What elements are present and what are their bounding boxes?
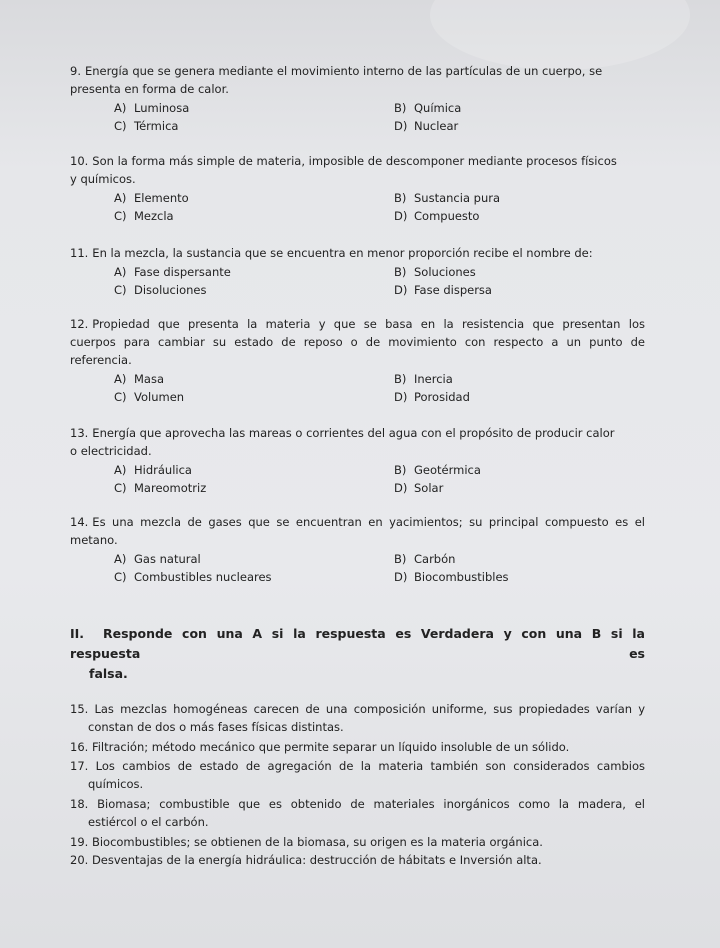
option-a[interactable]: A) Luminosa	[114, 101, 190, 115]
question-13	[70, 424, 645, 497]
option-b[interactable]: B) Soluciones	[394, 265, 476, 279]
option-d[interactable]: D) Solar	[394, 481, 444, 495]
option-a[interactable]: A) Hidráulica	[114, 463, 192, 477]
option-d-label: Porosidad	[414, 390, 470, 404]
item-number: 15.	[70, 702, 89, 716]
option-c[interactable]: C) Volumen	[114, 390, 185, 404]
item-text-line1: Filtración; método mecánico que permite separar un líquido insoluble de un sólido.	[91, 740, 570, 754]
question-stem	[70, 152, 645, 170]
option-d-label: Nuclear	[414, 119, 459, 133]
question-number: 9.	[70, 64, 81, 78]
question-text-line2: o electricidad.	[70, 444, 152, 458]
option-d[interactable]: D) Compuesto	[394, 209, 480, 223]
item-text-line1: Los cambios de estado de agregación de la materia también son considerados cambios	[95, 759, 646, 773]
item-number: 20.	[70, 853, 89, 867]
tf-item-17	[70, 757, 645, 793]
tf-item-16	[70, 738, 645, 756]
option-b-label: Geotérmica	[414, 463, 481, 477]
item-text-line1: Biocombustibles; se obtienen de la biomasa, su origen es la materia orgánica.	[91, 835, 543, 849]
question-text-line1: Energía que aprovecha las mareas o corrientes del agua con el propósito de producir calor	[92, 426, 615, 440]
question-text-line2: presenta en forma de calor.	[70, 82, 229, 96]
option-d[interactable]: D) Porosidad	[394, 390, 470, 404]
question-stem	[70, 513, 645, 531]
option-c-label: Térmica	[134, 119, 179, 133]
option-a-label: Luminosa	[134, 101, 190, 115]
question-text-line1: En la mezcla, la sustancia que se encuentra en menor proporción recibe el nombre de:	[92, 246, 593, 260]
section-2-instructions	[70, 624, 645, 684]
item-text-line2: estiércol o el carbón.	[88, 815, 209, 829]
item-number: 16.	[70, 740, 89, 754]
question-12	[70, 315, 645, 406]
option-a-label: Hidráulica	[134, 463, 192, 477]
section-2-line1	[70, 624, 645, 664]
section-2-line2: falsa.	[89, 666, 128, 681]
option-c[interactable]: C) Mezcla	[114, 209, 174, 223]
question-number: 11.	[70, 246, 89, 260]
section-2-text: Responde con una A si la respuesta es Verdadera y con una B si la respuesta es	[70, 626, 645, 661]
item-number: 17.	[70, 759, 89, 773]
option-d-label: Compuesto	[414, 209, 480, 223]
tf-item-15	[70, 700, 645, 736]
question-11	[70, 244, 645, 299]
option-d-label: Solar	[414, 481, 444, 495]
question-text-line3: referencia.	[70, 353, 132, 367]
option-d[interactable]: D) Fase dispersa	[394, 283, 492, 297]
question-text-line1: Propiedad que presenta la materia y que se basa en la resistencia que presentan los	[92, 317, 645, 331]
option-c[interactable]: C) Térmica	[114, 119, 179, 133]
item-text-line2: constan de dos o más fases físicas distintas.	[88, 720, 344, 734]
option-c-label: Combustibles nucleares	[134, 570, 272, 584]
option-c-label: Mareomotriz	[134, 481, 207, 495]
option-a[interactable]: A) Gas natural	[114, 552, 201, 566]
question-number: 12.	[70, 317, 89, 331]
option-b[interactable]: B) Geotérmica	[394, 463, 481, 477]
question-text-line1: Es una mezcla de gases que se encuentran en yacimientos; su principal compuesto es el	[92, 515, 645, 529]
item-text-line1: Biomasa; combustible que es obtenido de materiales inorgánicos como la madera, el	[97, 797, 645, 811]
question-text-line2: metano.	[70, 533, 118, 547]
answer-options	[70, 550, 645, 586]
question-number: 13.	[70, 426, 89, 440]
tf-item-20	[70, 851, 645, 869]
question-stem	[70, 244, 645, 262]
answer-options	[70, 461, 645, 497]
item-number: 18.	[70, 797, 89, 811]
option-d-label: Fase dispersa	[414, 283, 492, 297]
option-b-label: Sustancia pura	[414, 191, 501, 205]
option-a-label: Gas natural	[134, 552, 201, 566]
question-14	[70, 513, 645, 586]
answer-options	[70, 189, 645, 225]
paper-glare	[430, 0, 690, 70]
question-text-line1: Energía que se genera mediante el movimiento interno de las partículas de un cuerpo, se	[84, 64, 603, 78]
option-c-label: Disoluciones	[134, 283, 207, 297]
question-text-line2: y químicos.	[70, 172, 136, 186]
question-text-line1: Son la forma más simple de materia, imposible de descomponer mediante procesos físicos	[92, 154, 617, 168]
tf-item-19	[70, 833, 645, 851]
item-number: 19.	[70, 835, 89, 849]
option-a-label: Masa	[134, 372, 165, 386]
option-a-label: Elemento	[134, 191, 189, 205]
option-b-label: Soluciones	[414, 265, 476, 279]
option-a[interactable]: A) Masa	[114, 372, 165, 386]
option-a[interactable]: A) Elemento	[114, 191, 189, 205]
option-d-label: Biocombustibles	[414, 570, 509, 584]
option-b-label: Inercia	[414, 372, 453, 386]
option-c[interactable]: C) Mareomotriz	[114, 481, 207, 495]
answer-options	[70, 263, 645, 299]
option-b-label: Carbón	[414, 552, 456, 566]
option-c-label: Volumen	[134, 390, 185, 404]
option-b[interactable]: B) Química	[394, 101, 462, 115]
option-d[interactable]: D) Biocombustibles	[394, 570, 509, 584]
question-stem	[70, 62, 645, 80]
option-a-label: Fase dispersante	[134, 265, 231, 279]
question-stem	[70, 424, 645, 442]
option-c-label: Mezcla	[134, 209, 174, 223]
question-text-line2: cuerpos para cambiar su estado de reposo o de movimiento con respecto a un punto de	[70, 335, 645, 349]
option-b[interactable]: B) Inercia	[394, 372, 453, 386]
option-b[interactable]: B) Carbón	[394, 552, 456, 566]
question-10	[70, 152, 645, 225]
option-a[interactable]: A) Fase dispersante	[114, 265, 231, 279]
question-stem	[70, 315, 645, 333]
option-b[interactable]: B) Sustancia pura	[394, 191, 501, 205]
question-9	[70, 62, 645, 135]
item-text-line1: Las mezclas homogéneas carecen de una composición uniforme, sus propiedades varían y	[94, 702, 646, 716]
option-c[interactable]: C) Disoluciones	[114, 283, 207, 297]
item-text-line2: químicos.	[88, 777, 144, 791]
answer-options	[70, 370, 645, 406]
section-roman-numeral: II.	[70, 626, 85, 641]
tf-item-18	[70, 795, 645, 831]
question-number: 14.	[70, 515, 89, 529]
item-text-line1: Desventajas de la energía hidráulica: destrucción de hábitats e Inversión alta.	[91, 853, 542, 867]
option-c[interactable]: C) Combustibles nucleares	[114, 570, 272, 584]
question-number: 10.	[70, 154, 89, 168]
option-b-label: Química	[414, 101, 462, 115]
answer-options	[70, 99, 645, 135]
option-d[interactable]: D) Nuclear	[394, 119, 459, 133]
